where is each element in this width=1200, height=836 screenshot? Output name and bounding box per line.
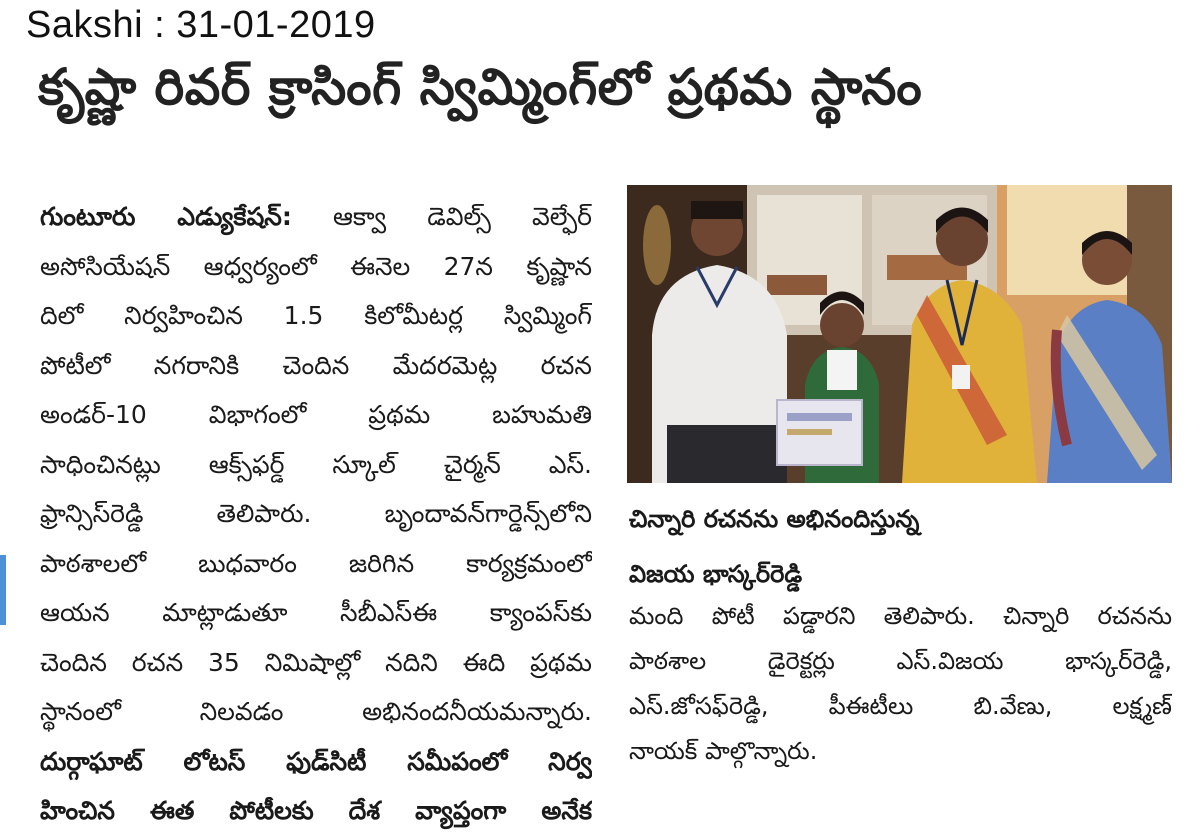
body-line: ఎస్.జోసఫ్‌రెడ్డి, పీఈటీలు బి.వేణు, లక్ష్మణ్ — [629, 692, 1172, 720]
dateline: గుంటూరు ఎడ్యుకేషన్: — [40, 202, 292, 231]
scan-edge-mark — [0, 555, 6, 625]
body-line: దుర్గాఘాట్ లోటస్ ఫుడ్‌సిటీ సమీపంలో నిర్వ — [40, 746, 592, 776]
body-line: మంది పోటీ పడ్డారని తెలిపారు. చిన్నారి రచనను — [629, 602, 1172, 630]
body-line: పోటీలో నగరానికి చెందిన మేదరమెట్ల రచన — [40, 350, 592, 380]
body-line: చెందిన రచన 35 నిమిషాల్లో నదిని ఈది ప్రథమ — [40, 647, 592, 677]
body-line: స్థానంలో నిలవడం అభినందనీయమన్నారు. — [40, 697, 592, 726]
article-body-right-column — [629, 594, 1172, 774]
body-line: సాధించినట్లు ఆక్స్‌ఫర్డ్ స్కూల్ చైర్మన్ ఎస్. — [40, 449, 592, 479]
body-line: ఫ్రాన్సిస్‌రెడ్డి తెలిపారు. బృందావన్‌గార్డెన్స్‌లోని — [40, 499, 592, 528]
body-line: పాఠశాల డైరెక్టర్లు ఎస్.విజయ భాస్కర్‌రెడ్డి, — [629, 647, 1172, 675]
body-line: దిలో నిర్వహించిన 1.5 కిలోమీటర్ల స్విమ్మింగ్ — [40, 301, 592, 330]
body-line: ఆయన మాట్లాడుతూ సీబీఎస్‌ఈ క్యాంపస్‌కు — [40, 598, 592, 627]
body-line: అసోసియేషన్ ఆధ్వర్యంలో ఈనెల 27న కృష్ణాన — [40, 251, 592, 281]
newspaper-source-date: Sakshi : 31-01-2019 — [26, 4, 376, 46]
article-body-left-column — [40, 192, 592, 836]
article-headline: కృష్ణా రివర్ క్రాసింగ్ స్విమ్మింగ్‌లో ప్రథమ స్థానం — [38, 58, 923, 116]
caption-line: విజయ భాస్కర్‌రెడ్డి — [629, 560, 803, 588]
body-line: అండర్-10 విభాగంలో ప్రథమ బహుమతి — [40, 400, 592, 429]
photo-caption — [629, 492, 1169, 602]
body-line: పాఠశాలలో బుధవారం జరిగిన కార్యక్రమంలో — [40, 548, 592, 578]
body-line-text: ఆక్వా డెవిల్స్ వెల్ఫేర్ — [291, 202, 592, 231]
body-line: హించిన ఈత పోటీలకు దేశ వ్యాప్తంగా అనేక — [40, 796, 592, 825]
body-line: నాయక్ పాల్గొన్నారు. — [629, 737, 818, 765]
body-line — [40, 192, 592, 242]
photo-icon — [627, 185, 1172, 483]
caption-line: చిన్నారి రచనను అభినందిస్తున్న — [629, 505, 920, 533]
article-photo — [627, 185, 1172, 483]
